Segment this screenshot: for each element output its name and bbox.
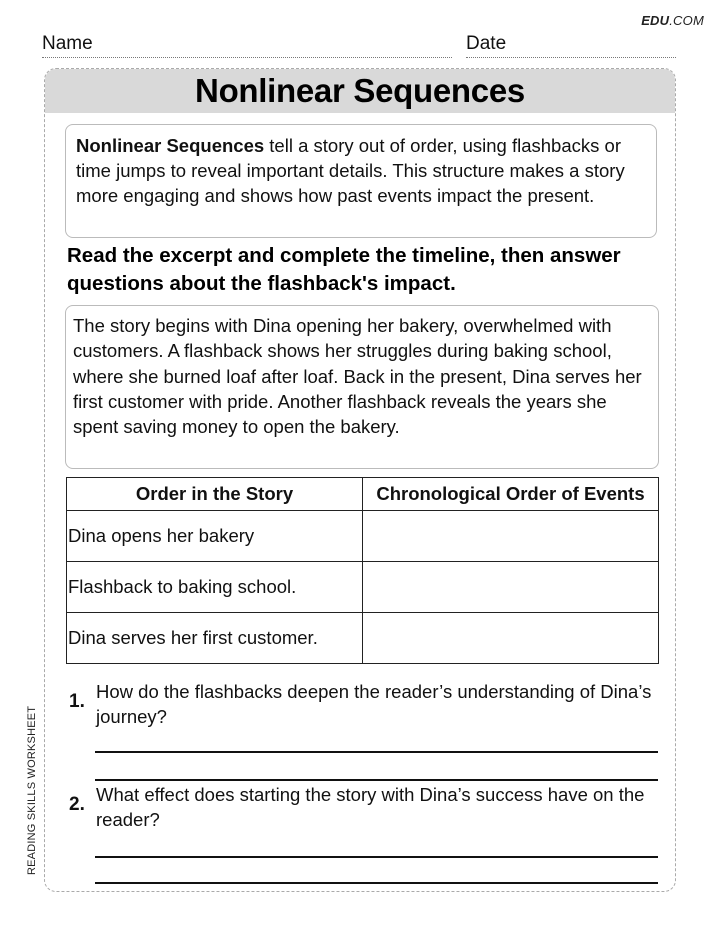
- excerpt-box: The story begins with Dina opening her bakery, overwhelmed with customers. A flashback shows her struggles during baking school, where she burned loaf after loaf. Back in the present, Dina serves her first customer with pride. Another flashback reveals the years she spent saving money to open the bakery.: [65, 305, 659, 469]
- answer-line-2b[interactable]: [95, 882, 658, 884]
- header-chronological-order: Chronological Order of Events: [363, 478, 659, 511]
- table-row: [67, 613, 659, 664]
- name-field[interactable]: [42, 33, 452, 55]
- logo-rest-text: .COM: [669, 13, 704, 28]
- answer-line-1a[interactable]: [95, 751, 658, 753]
- story-event-cell: Dina serves her first customer.: [67, 613, 363, 664]
- chronological-answer-cell[interactable]: [363, 562, 659, 613]
- table-row: [67, 562, 659, 613]
- title-band: [45, 69, 675, 113]
- name-label: Name: [42, 33, 93, 54]
- question-number: 2.: [69, 794, 85, 815]
- question-text: How do the flashbacks deepen the reader’s understanding of Dina’s journey?: [96, 681, 652, 727]
- definition-text: tell a story out of order, using flashbacks or time jumps to reveal important details. This structure makes a story more engaging and shows how past events impact the present.: [76, 135, 625, 206]
- chronological-answer-cell[interactable]: [363, 511, 659, 562]
- table-header-row: [67, 478, 659, 511]
- date-line: [466, 57, 676, 58]
- side-label: READING SKILLS WORKSHEET: [26, 705, 38, 875]
- header-story-order: Order in the Story: [67, 478, 363, 511]
- worksheet-title: Nonlinear Sequences: [195, 72, 525, 109]
- answer-line-2a[interactable]: [95, 856, 658, 858]
- date-label: Date: [466, 33, 507, 54]
- chronological-answer-cell[interactable]: [363, 613, 659, 664]
- instruction-text: Read the excerpt and complete the timeline, then answer questions about the flashback's impact.: [67, 244, 621, 295]
- question-number: 1.: [69, 691, 85, 712]
- table-row: [67, 511, 659, 562]
- worksheet-card: [44, 68, 676, 892]
- logo-bold-text: EDU: [641, 13, 670, 28]
- story-event-cell: Flashback to baking school.: [67, 562, 363, 613]
- name-line: [42, 57, 452, 58]
- definition-box: [65, 124, 657, 238]
- timeline-table: [66, 477, 659, 664]
- definition-term: Nonlinear Sequences: [76, 135, 265, 156]
- answer-line-1b[interactable]: [95, 779, 658, 781]
- question-text: What effect does starting the story with Dina’s success have on the reader?: [96, 784, 645, 830]
- date-field[interactable]: [466, 33, 676, 55]
- edu-com-logo: [641, 13, 704, 28]
- story-event-cell: Dina opens her bakery: [67, 511, 363, 562]
